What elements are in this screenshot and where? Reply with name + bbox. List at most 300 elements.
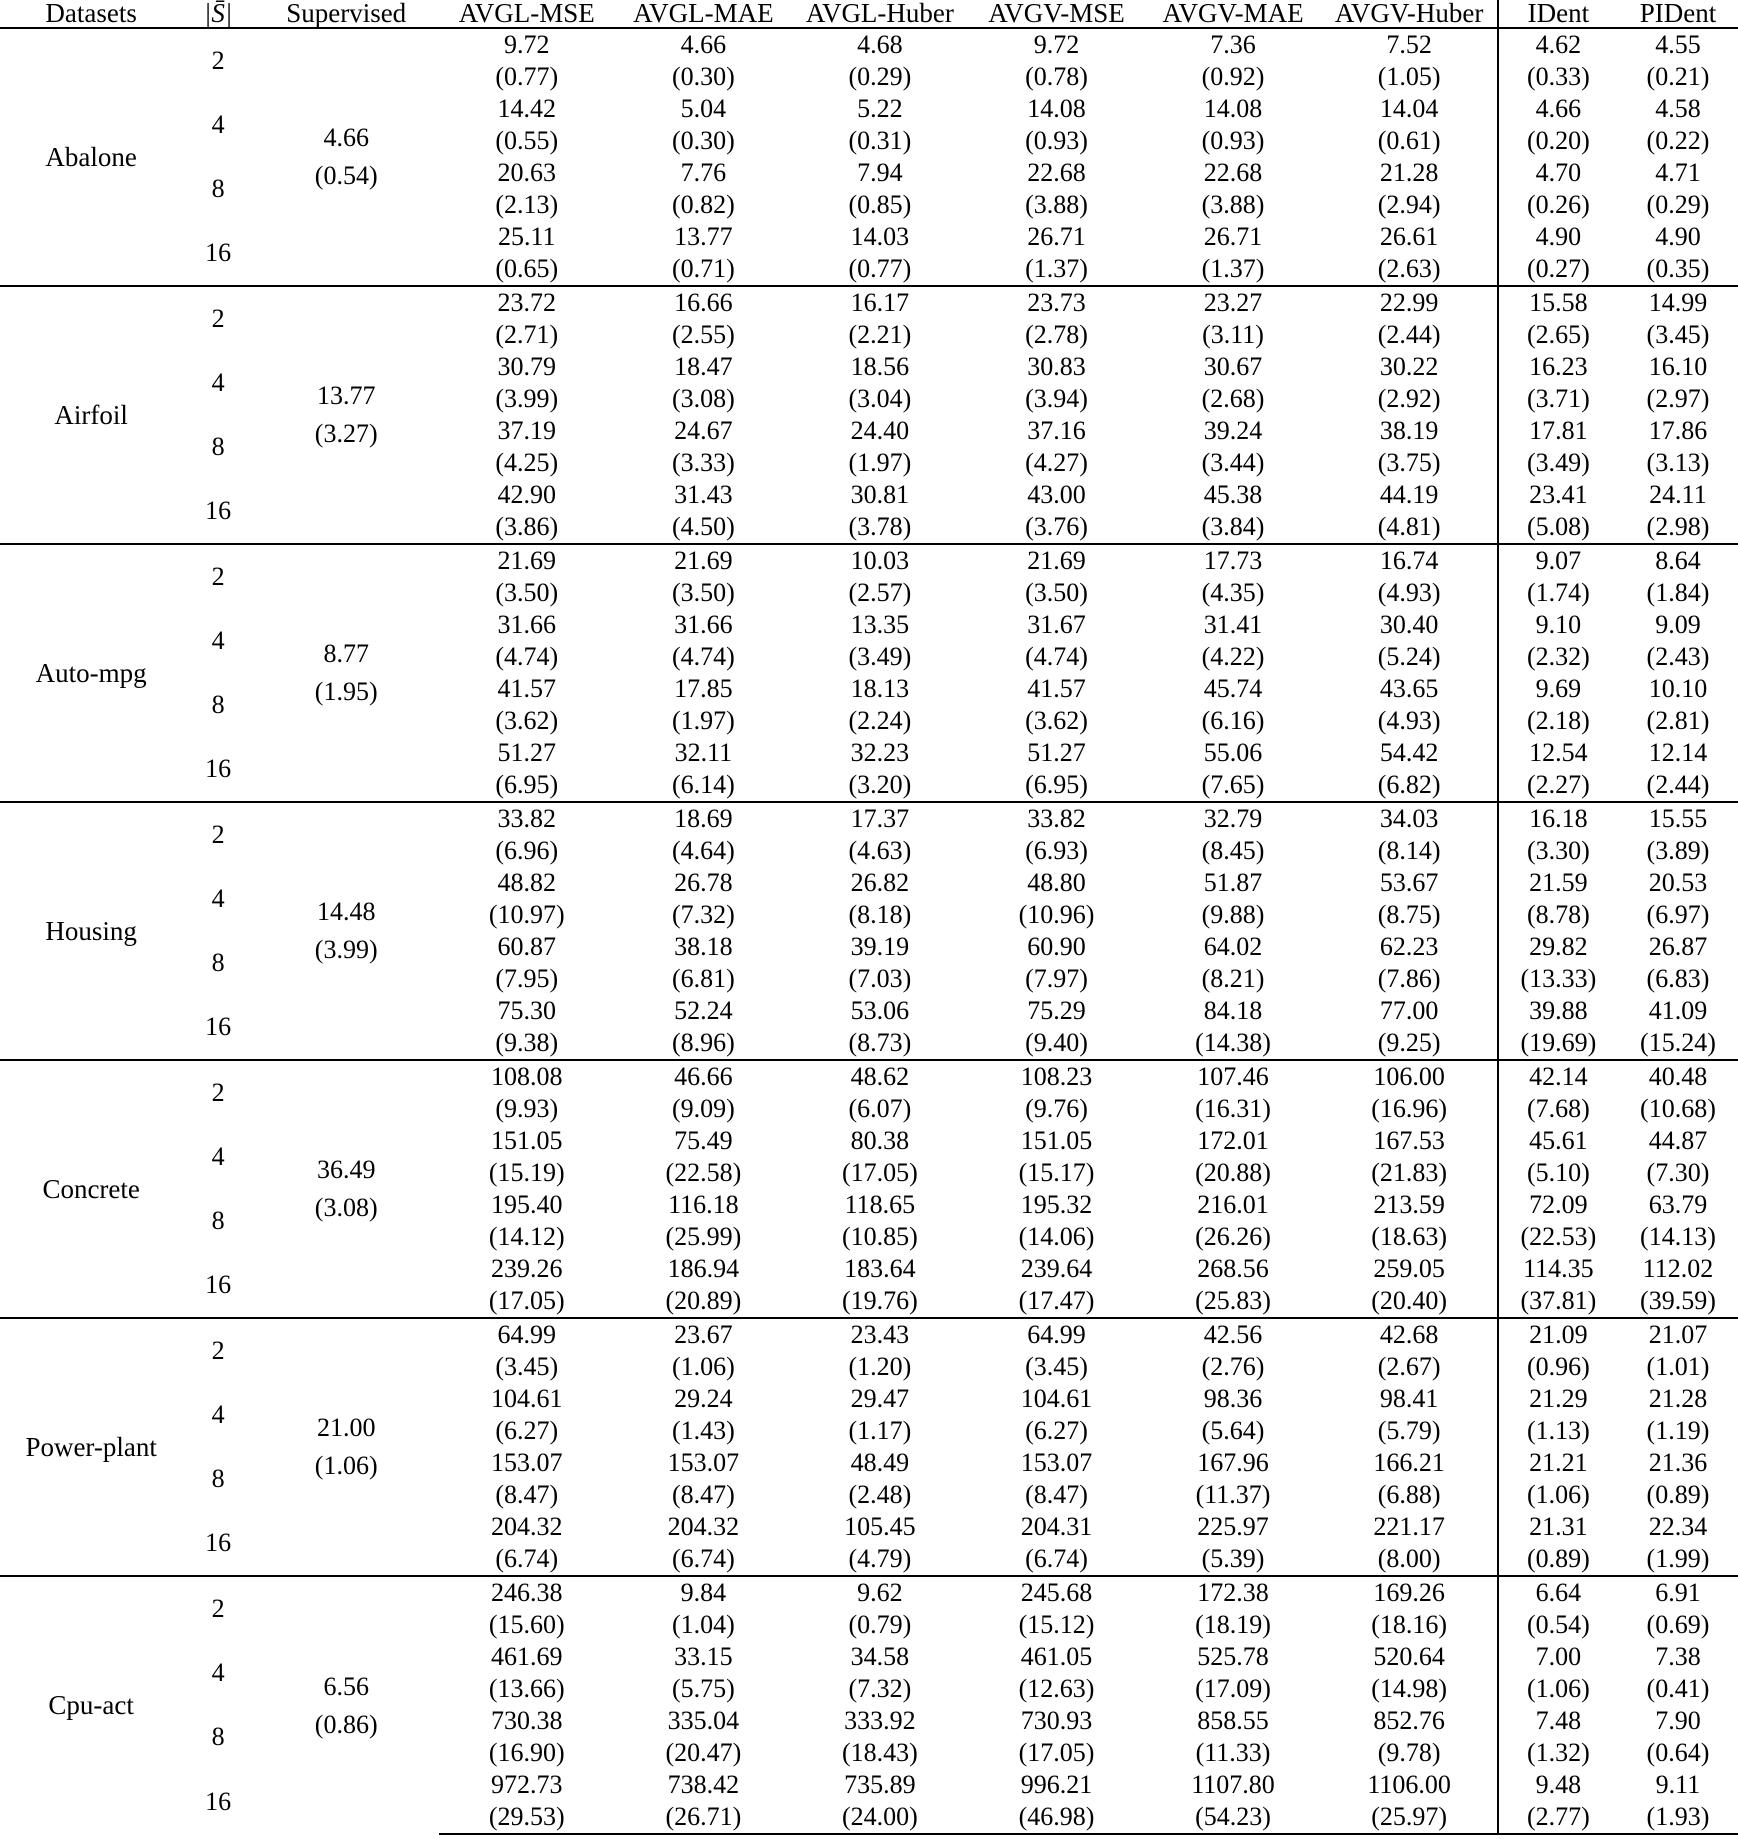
metric-sd: (8.18) (848, 900, 912, 929)
metric-mean: 26.87 (1648, 932, 1708, 961)
metric-sd: (1.19) (1646, 1416, 1710, 1445)
metric-mean: 246.38 (439, 1576, 616, 1609)
metric-sd: (7.95) (495, 964, 559, 993)
metric-mean: 21.36 (1648, 1448, 1708, 1477)
metric-mean: 53.67 (1379, 868, 1439, 897)
metric-mean: 9.84 (615, 1576, 792, 1609)
metric-sd: (5.24) (1377, 642, 1441, 671)
col-header-avgl-huber: AVGL-Huber (805, 0, 954, 28)
metric-sd: (1.97) (671, 706, 735, 735)
metric-mean: 21.21 (1498, 1447, 1618, 1479)
metric-mean: 39.88 (1498, 995, 1618, 1027)
metric-sd: (6.74) (495, 1544, 559, 1573)
metric-sd: (39.59) (1640, 1286, 1716, 1315)
s-value: 16 (205, 1012, 232, 1041)
metric-mean: 29.24 (674, 1384, 733, 1413)
metric-mean: 18.56 (850, 352, 910, 381)
metric-sd: (3.08) (671, 384, 735, 413)
metric-sd: (1.84) (1646, 578, 1710, 607)
dataset-name: Airfoil (0, 286, 182, 544)
s-value: 4 (211, 1658, 225, 1687)
table-row (0, 1576, 1738, 1609)
metric-sd: (3.50) (671, 578, 735, 607)
metric-sd: (0.29) (848, 62, 912, 91)
s-value: 4 (211, 1142, 225, 1171)
metric-mean: 17.37 (792, 802, 969, 835)
metric-sd: (3.49) (848, 642, 912, 671)
metric-sd: (10.68) (1640, 1094, 1716, 1123)
metric-sd: (2.92) (1377, 384, 1441, 413)
metric-mean: 84.18 (1203, 996, 1263, 1025)
metric-mean: 14.42 (497, 94, 557, 123)
metric-sd: (3.45) (495, 1352, 559, 1381)
col-header-pident: PIDent (1639, 0, 1717, 28)
metric-mean: 75.49 (674, 1126, 733, 1155)
metric-sd: (17.47) (1018, 1286, 1095, 1315)
metric-mean: 5.04 (680, 94, 727, 123)
metric-mean: 16.66 (615, 286, 792, 319)
metric-sd: (3.30) (1498, 835, 1618, 867)
metric-mean: 335.04 (667, 1706, 740, 1735)
metric-mean: 114.35 (1498, 1253, 1618, 1285)
metric-mean: 52.24 (674, 996, 733, 1025)
metric-mean: 22.68 (1027, 158, 1086, 187)
metric-mean: 239.64 (1020, 1254, 1093, 1283)
metric-sd: (9.40) (1025, 1028, 1088, 1057)
metric-mean: 172.01 (1197, 1126, 1269, 1155)
metric-mean: 735.89 (844, 1770, 916, 1799)
dataset-name: Cpu-act (0, 1576, 182, 1834)
metric-mean: 16.17 (792, 286, 969, 319)
metric-mean: 48.80 (1027, 868, 1086, 897)
metric-sd: (2.48) (848, 1480, 912, 1509)
metric-mean: 42.90 (497, 480, 557, 509)
metric-sd: (37.81) (1498, 1285, 1618, 1318)
s-bar-symbol: |S̄| (203, 0, 233, 28)
table-row (0, 544, 1738, 577)
metric-sd: (25.83) (1195, 1286, 1271, 1315)
metric-sd: (4.74) (1025, 642, 1088, 671)
supervised-sd: (3.27) (314, 419, 378, 448)
metric-sd: (18.43) (842, 1738, 918, 1767)
supervised-mean: 36.49 (316, 1155, 376, 1185)
metric-mean: 16.18 (1498, 802, 1618, 835)
metric-mean: 72.09 (1498, 1189, 1618, 1221)
metric-mean: 23.67 (615, 1318, 792, 1351)
table-body (0, 28, 1738, 1834)
metric-mean: 30.67 (1203, 352, 1263, 381)
metric-mean: 13.35 (850, 610, 910, 639)
metric-sd: (9.25) (1377, 1028, 1441, 1057)
metric-sd: (15.60) (488, 1610, 565, 1639)
metric-mean: 169.26 (1321, 1576, 1498, 1609)
metric-mean: 525.78 (1197, 1642, 1269, 1671)
supervised-value (254, 286, 439, 544)
metric-mean: 15.55 (1618, 802, 1738, 835)
metric-sd: (9.88) (1201, 900, 1265, 929)
metric-sd: (8.78) (1498, 899, 1618, 931)
metric-sd: (6.88) (1377, 1480, 1441, 1509)
metric-sd: (6.95) (1025, 770, 1088, 799)
metric-sd: (0.77) (495, 62, 559, 91)
col-header-supervised: Supervised (286, 0, 407, 28)
metric-mean: 34.03 (1321, 802, 1498, 835)
metric-sd: (0.85) (848, 190, 912, 219)
metric-sd: (7.32) (848, 1674, 912, 1703)
metric-mean: 60.87 (497, 932, 557, 961)
metric-sd: (15.19) (488, 1158, 565, 1187)
metric-sd: (2.32) (1498, 641, 1618, 673)
metric-mean: 26.61 (1379, 222, 1439, 251)
metric-sd: (2.63) (1377, 254, 1441, 283)
metric-sd: (5.75) (671, 1674, 735, 1703)
metric-mean: 31.66 (674, 610, 733, 639)
metric-sd: (46.98) (968, 1801, 1145, 1834)
metric-sd: (2.57) (848, 578, 912, 607)
s-value: 8 (211, 1722, 225, 1751)
metric-mean: 51.27 (497, 738, 557, 767)
metric-sd: (2.97) (1646, 384, 1710, 413)
metric-sd: (3.62) (495, 706, 559, 735)
supervised-value (254, 1318, 439, 1576)
metric-sd: (18.63) (1371, 1222, 1448, 1251)
supervised-value (254, 1576, 439, 1834)
metric-mean: 1106.00 (1367, 1770, 1451, 1799)
metric-sd: (3.04) (848, 384, 912, 413)
table-row (0, 286, 1738, 319)
col-header-avgl-mae: AVGL-MAE (633, 0, 774, 28)
metric-sd: (7.68) (1498, 1093, 1618, 1125)
supervised-mean: 8.77 (323, 639, 369, 669)
metric-sd: (8.47) (495, 1480, 559, 1509)
metric-sd: (16.90) (488, 1738, 565, 1767)
metric-sd: (3.11) (1202, 320, 1264, 349)
metric-sd: (14.13) (1640, 1222, 1716, 1251)
s-value: 8 (211, 1206, 225, 1235)
metric-sd: (2.76) (1201, 1352, 1265, 1381)
metric-sd: (4.50) (671, 512, 735, 541)
metric-sd: (20.88) (1195, 1158, 1271, 1187)
dataset-name: Housing (0, 802, 182, 1060)
metric-sd: (0.29) (1646, 190, 1710, 219)
metric-mean: 151.05 (491, 1126, 563, 1155)
metric-mean: 22.68 (1203, 158, 1263, 187)
metric-sd: (17.05) (842, 1158, 918, 1187)
metric-sd: (3.13) (1646, 448, 1710, 477)
metric-mean: 17.85 (674, 674, 733, 703)
metric-mean: 12.54 (1498, 737, 1618, 769)
table-row (0, 1318, 1738, 1351)
metric-sd: (15.12) (1018, 1610, 1095, 1639)
metric-mean: 33.15 (674, 1642, 733, 1671)
metric-sd: (6.82) (1377, 770, 1441, 799)
metric-sd: (3.78) (848, 512, 912, 541)
s-value: 16 (205, 1528, 232, 1557)
metric-mean: 4.68 (792, 28, 969, 61)
metric-mean: 7.36 (1145, 28, 1322, 61)
metric-sd: (3.44) (1201, 448, 1265, 477)
metric-mean: 41.57 (497, 674, 557, 703)
metric-sd: (6.27) (1025, 1416, 1088, 1445)
metric-mean: 14.08 (1027, 94, 1086, 123)
supervised-sd: (3.99) (314, 935, 378, 964)
metric-mean: 259.05 (1373, 1254, 1445, 1283)
metric-mean: 7.76 (680, 158, 727, 187)
metric-sd: (8.96) (671, 1028, 735, 1057)
metric-sd: (1.97) (848, 448, 912, 477)
metric-mean: 9.48 (1498, 1769, 1618, 1801)
metric-sd: (7.97) (1025, 964, 1088, 993)
metric-mean: 195.40 (491, 1190, 563, 1219)
metric-mean: 45.61 (1498, 1125, 1618, 1157)
metric-mean: 23.72 (439, 286, 616, 319)
metric-mean: 996.21 (1020, 1770, 1093, 1799)
metric-mean: 183.64 (844, 1254, 916, 1283)
metric-mean: 43.65 (1379, 674, 1439, 703)
metric-mean: 6.64 (1498, 1576, 1618, 1609)
metric-mean: 21.28 (1648, 1384, 1708, 1413)
metric-mean: 13.77 (674, 222, 733, 251)
col-header-s-cardinality (182, 0, 254, 28)
metric-sd: (3.45) (1646, 320, 1710, 349)
metric-sd: (4.35) (1201, 578, 1265, 607)
supervised-sd: (0.86) (314, 1709, 378, 1739)
s-value: 2 (182, 1318, 254, 1383)
table-row (0, 1060, 1738, 1093)
metric-mean: 63.79 (1648, 1190, 1708, 1219)
metric-sd: (19.76) (842, 1286, 918, 1315)
s-value: 8 (211, 1464, 225, 1493)
metric-sd: (11.33) (1195, 1738, 1271, 1767)
metric-sd: (9.93) (495, 1094, 559, 1123)
metric-sd: (2.43) (1646, 642, 1710, 671)
s-value: 4 (211, 1400, 225, 1429)
metric-mean: 21.69 (968, 544, 1145, 577)
metric-sd: (9.78) (1377, 1738, 1441, 1767)
metric-mean: 4.55 (1618, 28, 1738, 61)
metric-sd: (2.44) (1646, 770, 1710, 799)
metric-sd: (0.33) (1498, 61, 1618, 93)
metric-sd: (8.47) (1025, 1480, 1088, 1509)
metric-mean: 98.41 (1379, 1384, 1439, 1413)
metric-sd: (17.09) (1195, 1674, 1271, 1703)
metric-mean: 216.01 (1197, 1190, 1269, 1219)
metric-mean: 51.27 (1027, 738, 1086, 767)
metric-mean: 39.24 (1203, 416, 1263, 445)
metric-mean: 18.13 (850, 674, 910, 703)
metric-mean: 7.48 (1498, 1705, 1618, 1737)
metric-mean: 7.38 (1655, 1642, 1701, 1671)
metric-mean: 186.94 (667, 1254, 740, 1283)
metric-sd: (0.69) (1646, 1610, 1710, 1639)
metric-sd: (0.22) (1646, 126, 1710, 155)
metric-sd: (7.86) (1377, 964, 1441, 993)
metric-sd: (14.38) (1195, 1028, 1271, 1057)
metric-sd: (14.06) (1018, 1222, 1095, 1251)
metric-mean: 107.46 (1145, 1060, 1322, 1093)
metric-mean: 41.09 (1648, 996, 1708, 1025)
supervised-mean: 4.66 (323, 123, 369, 153)
metric-mean: 9.62 (792, 1576, 969, 1609)
metric-sd: (1.17) (848, 1416, 912, 1445)
metric-sd: (15.24) (1640, 1028, 1716, 1057)
metric-mean: 55.06 (1203, 738, 1263, 767)
metric-mean: 4.70 (1498, 157, 1618, 189)
metric-sd: (0.93) (1025, 126, 1088, 155)
s-value: 16 (205, 754, 232, 783)
metric-sd: (0.65) (495, 254, 559, 283)
metric-mean: 25.11 (498, 222, 556, 251)
supervised-value (254, 28, 439, 286)
metric-sd: (14.12) (488, 1222, 565, 1251)
metric-sd: (6.74) (1025, 1544, 1088, 1573)
metric-sd: (2.27) (1498, 769, 1618, 802)
metric-mean: 46.66 (615, 1060, 792, 1093)
metric-sd: (15.17) (1018, 1158, 1095, 1187)
col-header-avgl-mse: AVGL-MSE (458, 0, 595, 28)
metric-sd: (1.74) (1498, 577, 1618, 609)
metric-mean: 37.19 (497, 416, 557, 445)
metric-sd: (17.05) (1018, 1738, 1095, 1767)
metric-mean: 4.58 (1655, 94, 1701, 123)
metric-mean: 80.38 (850, 1126, 910, 1155)
metric-sd: (2.44) (1377, 320, 1441, 349)
metric-sd: (2.24) (848, 706, 912, 735)
metric-sd: (10.97) (488, 900, 565, 929)
metric-mean: 21.31 (1498, 1511, 1618, 1543)
metric-sd: (10.85) (842, 1222, 918, 1251)
metric-sd: (2.13) (495, 190, 559, 219)
metric-sd: (7.65) (1201, 770, 1265, 799)
metric-mean: 4.90 (1498, 221, 1618, 253)
metric-sd: (1.06) (1498, 1479, 1618, 1511)
metric-sd: (22.58) (665, 1158, 742, 1187)
metric-mean: 22.99 (1321, 286, 1498, 319)
metric-mean: 38.19 (1379, 416, 1439, 445)
metric-mean: 30.81 (850, 480, 910, 509)
metric-mean: 64.02 (1203, 932, 1263, 961)
metric-mean: 30.40 (1379, 610, 1439, 639)
table-row (0, 28, 1738, 61)
metric-sd: (4.25) (495, 448, 559, 477)
metric-sd: (6.14) (671, 770, 735, 799)
metric-mean: 852.76 (1373, 1706, 1445, 1735)
metric-sd: (1.32) (1498, 1737, 1618, 1769)
metric-mean: 32.11 (674, 738, 733, 767)
dataset-name: Power-plant (0, 1318, 182, 1576)
s-value: 16 (205, 238, 232, 267)
metric-mean: 40.48 (1618, 1060, 1738, 1093)
metric-sd: (2.94) (1377, 190, 1441, 219)
metric-mean: 16.74 (1321, 544, 1498, 577)
metric-mean: 21.07 (1618, 1318, 1738, 1351)
metric-sd: (6.83) (1646, 964, 1710, 993)
metric-mean: 21.09 (1498, 1318, 1618, 1351)
metric-sd: (2.67) (1377, 1352, 1441, 1381)
metric-mean: 14.03 (850, 222, 910, 251)
metric-mean: 104.61 (491, 1384, 563, 1413)
metric-mean: 153.07 (1020, 1448, 1093, 1477)
metric-sd: (0.21) (1646, 62, 1710, 91)
metric-mean: 31.66 (497, 610, 557, 639)
supervised-mean: 14.48 (316, 897, 376, 927)
metric-sd: (0.77) (848, 254, 912, 283)
metric-sd: (0.64) (1646, 1738, 1710, 1767)
metric-sd: (6.97) (1646, 900, 1710, 929)
col-header-avgv-huber: AVGV-Huber (1334, 0, 1484, 28)
s-value: 2 (182, 1576, 254, 1641)
metric-sd: (1.93) (1618, 1801, 1738, 1834)
metric-mean: 7.52 (1321, 28, 1498, 61)
metric-mean: 12.14 (1648, 738, 1708, 767)
metric-mean: 33.82 (968, 802, 1145, 835)
dataset-name: Auto-mpg (0, 544, 182, 802)
metric-mean: 33.82 (439, 802, 616, 835)
metric-sd: (0.26) (1498, 189, 1618, 221)
metric-mean: 167.96 (1197, 1448, 1269, 1477)
col-header-ident: IDent (1498, 0, 1618, 28)
metric-sd: (3.75) (1377, 448, 1441, 477)
metric-sd: (19.69) (1498, 1027, 1618, 1060)
metric-mean: 16.23 (1498, 351, 1618, 383)
metric-mean: 62.23 (1379, 932, 1439, 961)
metric-sd: (1.43) (671, 1416, 735, 1445)
metric-sd: (0.27) (1498, 253, 1618, 286)
metric-mean: 153.07 (491, 1448, 563, 1477)
metric-mean: 14.08 (1203, 94, 1263, 123)
metric-sd: (8.47) (671, 1480, 735, 1509)
metric-sd: (22.53) (1498, 1221, 1618, 1253)
metric-sd: (4.79) (848, 1544, 912, 1573)
metric-sd: (16.96) (1371, 1094, 1448, 1123)
metric-mean: 42.68 (1321, 1318, 1498, 1351)
metric-sd: (1.04) (671, 1610, 735, 1639)
supervised-value (254, 1060, 439, 1318)
metric-mean: 204.32 (667, 1512, 740, 1541)
metric-sd: (5.08) (1498, 511, 1618, 544)
metric-sd: (2.68) (1201, 384, 1265, 413)
metric-sd: (6.27) (495, 1416, 559, 1445)
s-value: 16 (205, 496, 232, 525)
metric-sd: (9.76) (1025, 1094, 1088, 1123)
metric-mean: 738.42 (667, 1770, 740, 1799)
supervised-sd: (3.08) (314, 1193, 378, 1222)
metric-mean: 5.22 (857, 94, 903, 123)
metric-mean: 26.71 (1203, 222, 1263, 251)
metric-mean: 21.29 (1498, 1383, 1618, 1415)
supervised-value (254, 802, 439, 1060)
metric-sd: (3.71) (1498, 383, 1618, 415)
metric-mean: 34.58 (850, 1642, 910, 1671)
metric-mean: 108.23 (968, 1060, 1145, 1093)
metric-sd: (0.96) (1498, 1351, 1618, 1383)
metric-mean: 116.18 (668, 1190, 739, 1219)
metric-sd: (0.30) (671, 126, 735, 155)
metric-mean: 31.43 (674, 480, 733, 509)
metric-mean: 1107.80 (1191, 1770, 1275, 1799)
metric-mean: 45.74 (1203, 674, 1263, 703)
metric-sd: (1.99) (1646, 1544, 1710, 1573)
metric-mean: 75.30 (497, 996, 557, 1025)
metric-mean: 858.55 (1197, 1706, 1269, 1735)
supervised-mean: 21.00 (316, 1413, 376, 1443)
s-value: 2 (182, 544, 254, 609)
metric-sd: (5.64) (1201, 1416, 1265, 1445)
metric-mean: 172.38 (1145, 1576, 1322, 1609)
metric-sd: (8.75) (1377, 900, 1441, 929)
metric-sd: (3.20) (848, 770, 912, 799)
metric-mean: 30.79 (497, 352, 557, 381)
